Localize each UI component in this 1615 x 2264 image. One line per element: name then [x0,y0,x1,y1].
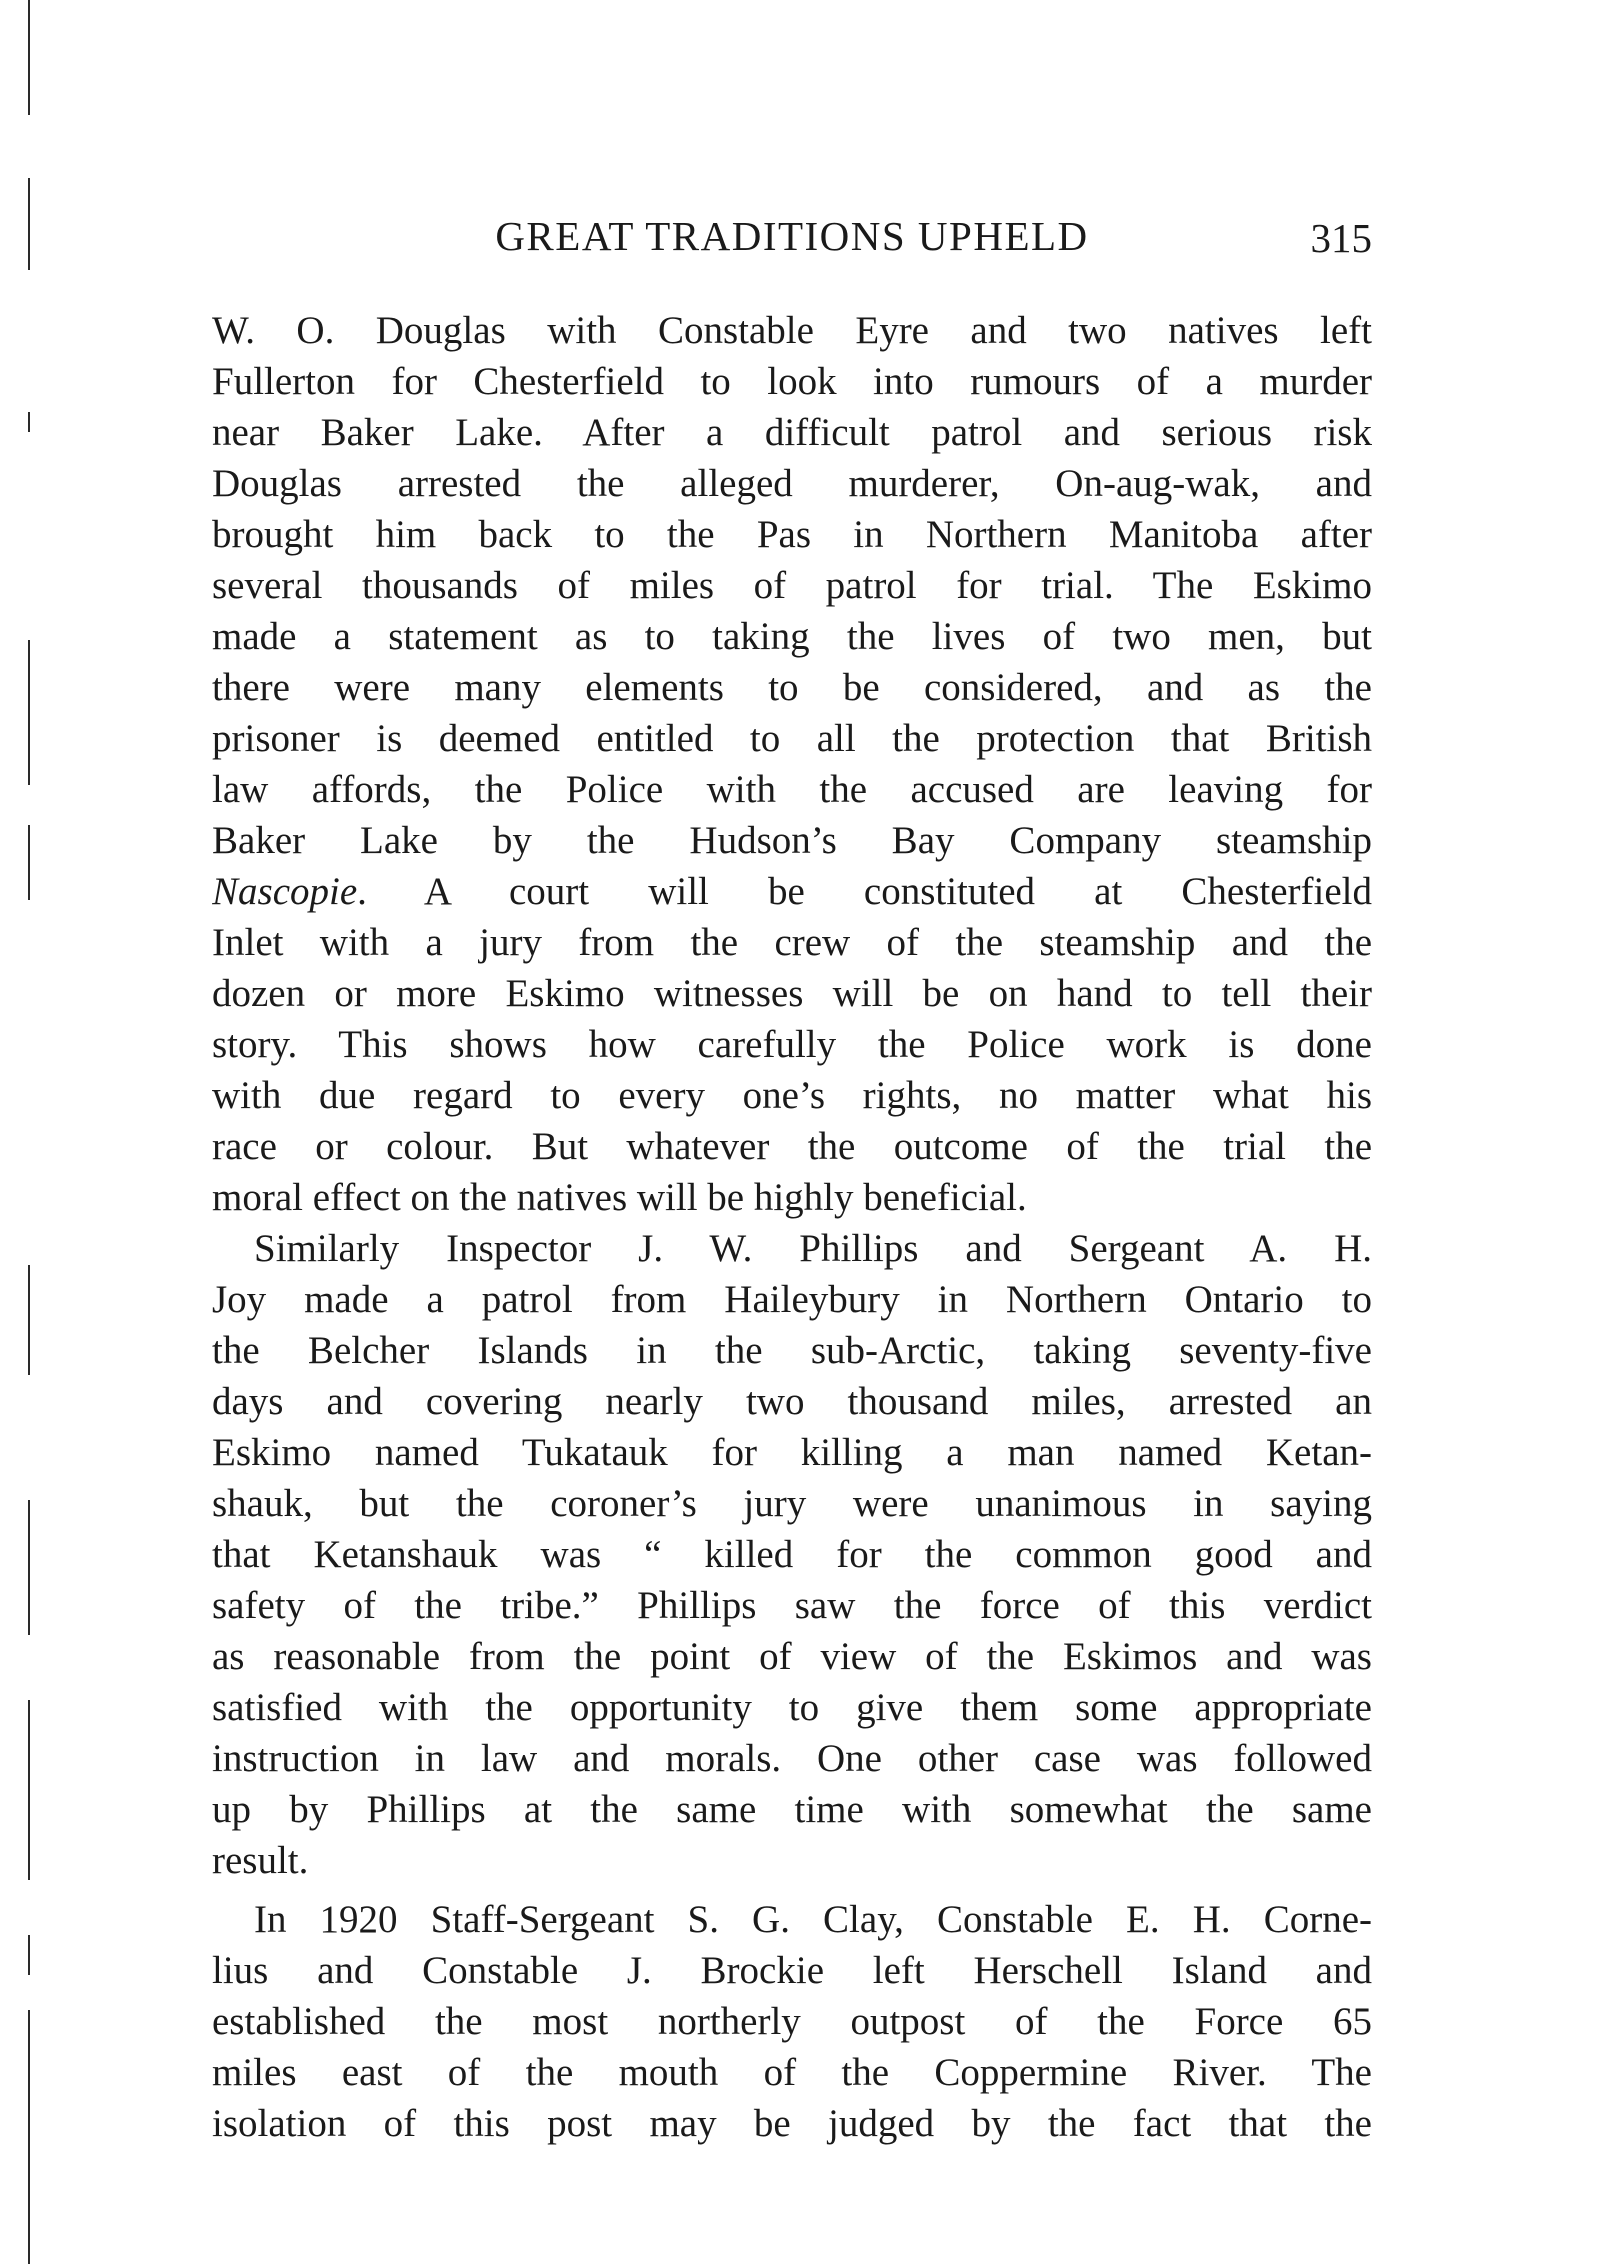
text-line: In 1920 Staff-Sergeant S. G. Clay, Constable E. H. Corne- [254,1898,1372,1941]
text-line: lius and Constable J. Brockie left Herschell Island and [212,1949,1372,1992]
text-line: W. O. Douglas with Constable Eyre and two natives left [212,309,1372,352]
text-line: there were many elements to be considered, and as the [212,666,1372,709]
text-line: Inlet with a jury from the crew of the steamship and the [212,921,1372,964]
text-line: miles east of the mouth of the Coppermine River. The [212,2051,1372,2094]
running-title: GREAT TRADITIONS UPHELD [495,213,1089,259]
text-line: safety of the tribe.” Phillips saw the force of this verdict [212,1584,1372,1627]
text-line: Douglas arrested the alleged murderer, On-aug-wak, and [212,462,1372,505]
text-line: Fullerton for Chesterfield to look into rumours of a murder [212,360,1372,403]
text-line: made a statement as to taking the lives of two men, but [212,615,1372,658]
text-line: Baker Lake by the Hudson’s Bay Company steamship [212,819,1372,862]
text-line: established the most northerly outpost of the Force 65 [212,2000,1372,2043]
text-line: that Ketanshauk was “ killed for the common good and [212,1533,1372,1576]
text-line: several thousands of miles of patrol for trial. The Eskimo [212,564,1372,607]
text-line: instruction in law and morals. One other case was followed [212,1737,1372,1780]
paragraph-3 [212,1894,1372,2149]
scan-binding-edge [26,0,32,2264]
text-line: as reasonable from the point of view of the Eskimos and was [212,1635,1372,1678]
text-line: story. This shows how carefully the Police work is done [212,1023,1372,1066]
text-line: near Baker Lake. After a difficult patrol and serious risk [212,411,1372,454]
text-line: up by Phillips at the same time with somewhat the same [212,1788,1372,1831]
text-line-italic-ship-name: Nascopie. A court will be constituted at Chesterfield [212,870,1372,913]
text-line: law affords, the Police with the accused are leaving for [212,768,1372,811]
text-line: Eskimo named Tukatauk for killing a man named Ketan- [212,1431,1372,1474]
text-line: result. [212,1839,309,1882]
text-line: brought him back to the Pas in Northern Manitoba after [212,513,1372,556]
page-number: 315 [1310,215,1372,261]
body-text [212,305,1372,2149]
text-line: moral effect on the natives will be highly beneficial. [212,1176,1027,1219]
text-line: dozen or more Eskimo witnesses will be on hand to tell their [212,972,1372,1015]
text-line: race or colour. But whatever the outcome of the trial the [212,1125,1372,1168]
text-line: days and covering nearly two thousand miles, arrested an [212,1380,1372,1423]
ship-name-italic: Nascopie [212,870,358,913]
text-line: isolation of this post may be judged by the fact that the [212,2102,1372,2145]
text-line: with due regard to every one’s rights, no matter what his [212,1074,1372,1117]
text-line: shauk, but the coroner’s jury were unanimous in saying [212,1482,1372,1525]
text-line: Similarly Inspector J. W. Phillips and Sergeant A. H. [254,1227,1372,1270]
text-line: Joy made a patrol from Haileybury in Northern Ontario to [212,1278,1372,1321]
page-header [212,212,1372,272]
paragraph-2 [212,1223,1372,1886]
paragraph-1 [212,305,1372,1223]
text-line: the Belcher Islands in the sub-Arctic, taking seventy-five [212,1329,1372,1372]
text-line: prisoner is deemed entitled to all the protection that British [212,717,1372,760]
text-line: satisfied with the opportunity to give them some appropriate [212,1686,1372,1729]
